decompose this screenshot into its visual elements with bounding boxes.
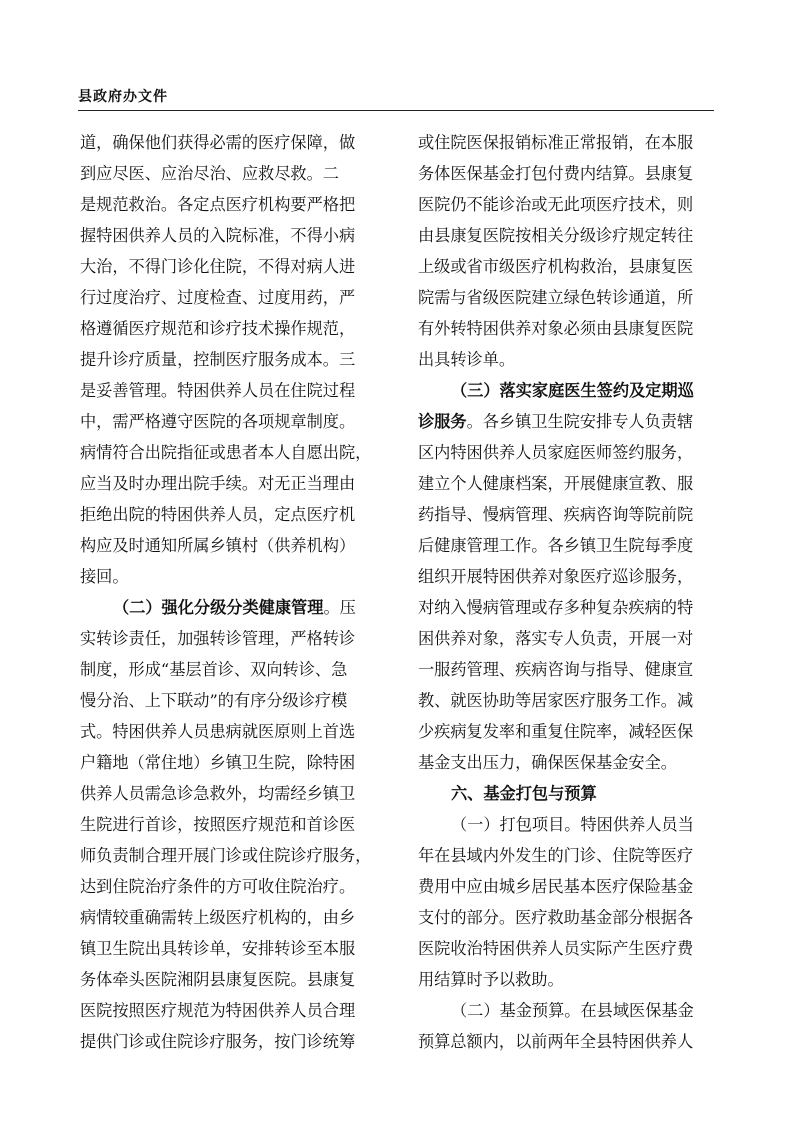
text-line: 有外转特困供养对象必须由县康复医院	[418, 319, 694, 338]
text-line: 中，需严格遵守医院的各项规章制度。	[80, 412, 356, 431]
text-line: 镇卫生院出具转诊单，安排转诊至本服	[80, 939, 356, 958]
text-line	[80, 592, 384, 623]
paragraph-text: （二）基金预算。在县域医保基金	[451, 1001, 694, 1020]
text-line: 制度，形成“基层首诊、双向转诊、急	[80, 660, 348, 679]
text-line: 供养人员需急诊急救外，均需经乡镇卫	[80, 784, 356, 803]
text-line: 困供养对象，落实专人负责，开展一对	[418, 629, 694, 648]
text-line: 建立个人健康档案，开展健康宣教、服	[418, 474, 694, 493]
text-line: 出具转诊单。	[418, 350, 516, 369]
text-line: 对纳入慢病管理或存多种复杂疾病的特	[418, 598, 694, 617]
text-line: 教、就医协助等居家医疗服务工作。减	[418, 691, 694, 710]
text-line: 到应尽医、应治尽治、应救尽救。二	[80, 164, 339, 183]
text-line: 预算总额内，以前两年全县特困供养人	[418, 1032, 694, 1051]
paragraph-text: （一）打包项目。特困供养人员当	[451, 815, 694, 834]
text-line: 费用中应由城乡居民基本医疗保险基金	[418, 877, 694, 896]
section-heading: （二）强化分级分类健康管理	[113, 598, 324, 617]
text-line: 院需与省级医院建立绿色转诊通道，所	[418, 288, 694, 307]
text-line: 病情符合出院指征或患者本人自愿出院，	[80, 443, 372, 462]
text-line: 药指导、慢病管理、疾病咨询等院前院	[418, 505, 694, 524]
text-line: 慢分治、上下联动”的有序分级诊疗模	[80, 691, 348, 710]
text-line: 应当及时办理出院手续。对无正当理由	[80, 474, 356, 493]
text-line: 是规范救治。各定点医疗机构要严格把	[80, 195, 356, 214]
paragraph-text: 。压	[323, 598, 356, 617]
text-line: 组织开展特困供养对象医疗巡诊服务，	[418, 567, 694, 586]
text-line: 握特困供养人员的入院标准，不得小病	[80, 226, 356, 245]
text-line: 后健康管理工作。各乡镇卫生院每季度	[418, 536, 694, 555]
text-line: 提升诊疗质量，控制医疗服务成本。三	[80, 350, 356, 369]
text-line: 少疾病复发率和重复住院率，减轻医保	[418, 722, 694, 741]
text-line: 医院仍不能诊治或无此项医疗技术，则	[418, 195, 694, 214]
text-line: 或住院医保报销标准正常报销，在本服	[418, 133, 694, 152]
right-column	[418, 127, 722, 1057]
text-line: 提供门诊或住院诊疗服务，按门诊统筹	[80, 1032, 356, 1051]
text-line: 户籍地（常住地）乡镇卫生院，除特困	[80, 753, 356, 772]
text-line: 生院进行首诊，按照医疗规范和首诊医	[80, 815, 356, 834]
left-column	[80, 127, 384, 1057]
text-line: 务体牵头医院湘阴县康复医院。县康复	[80, 970, 356, 989]
text-line: 达到住院治疗条件的方可收住院治疗。	[80, 877, 356, 896]
text-line: 病情较重确需转上级医疗机构的，由乡	[80, 908, 356, 927]
text-line: 道，确保他们获得必需的医疗保障，做	[80, 133, 356, 152]
text-line: 基金支出压力，确保医保基金安全。	[418, 753, 677, 772]
paragraph-text: 。各乡镇卫生院安排专人负责辖	[466, 412, 694, 431]
text-line: 医院收治特困供养人员实际产生医疗费	[418, 939, 694, 958]
text-line: 区内特困供养人员家庭医师签约服务，	[418, 443, 694, 462]
text-line: 式。特困供养人员患病就医原则上首选	[80, 722, 356, 741]
text-line: 是妥善管理。特困供养人员在住院过程	[80, 381, 356, 400]
page-header	[78, 88, 714, 111]
text-line	[418, 406, 722, 437]
text-line: 务体医保基金打包付费内结算。县康复	[418, 164, 694, 183]
section-heading: （三）落实家庭医生签约及定期巡	[451, 381, 694, 400]
text-line: 医院按照医疗规范为特困供养人员合理	[80, 1001, 356, 1020]
text-line: 上级或省市级医疗机构救治，县康复医	[418, 257, 694, 276]
text-line: 师负责制合理开展门诊或住院诊疗服务，	[80, 846, 372, 865]
section-heading: 六、基金打包与预算	[451, 784, 597, 803]
text-line: 一服药管理、疾病咨询与指导、健康宣	[418, 660, 694, 679]
text-line: 用结算时予以救助。	[418, 970, 564, 989]
text-line: 年在县域内外发生的门诊、住院等医疗	[418, 846, 694, 865]
text-line: 格遵循医疗规范和诊疗技术操作规范，	[80, 319, 356, 338]
text-line	[418, 809, 722, 840]
text-line	[418, 995, 722, 1026]
section-heading: 诊服务	[418, 412, 467, 431]
header-title: 县政府办文件	[78, 89, 168, 105]
text-line	[418, 778, 722, 809]
text-line: 支付的部分。医疗救助基金部分根据各	[418, 908, 694, 927]
text-line: 接回。	[80, 567, 129, 586]
text-line: 拒绝出院的特困供养人员，定点医疗机	[80, 505, 356, 524]
text-line: 大治，不得门诊化住院，不得对病人进	[80, 257, 356, 276]
text-line: 由县康复医院按相关分级诊疗规定转往	[418, 226, 694, 245]
text-line	[418, 375, 722, 406]
text-line: 行过度治疗、过度检查、过度用药，严	[80, 288, 356, 307]
text-line: 构应及时通知所属乡镇村（供养机构）	[80, 536, 356, 555]
text-line: 实转诊责任，加强转诊管理，严格转诊	[80, 629, 356, 648]
